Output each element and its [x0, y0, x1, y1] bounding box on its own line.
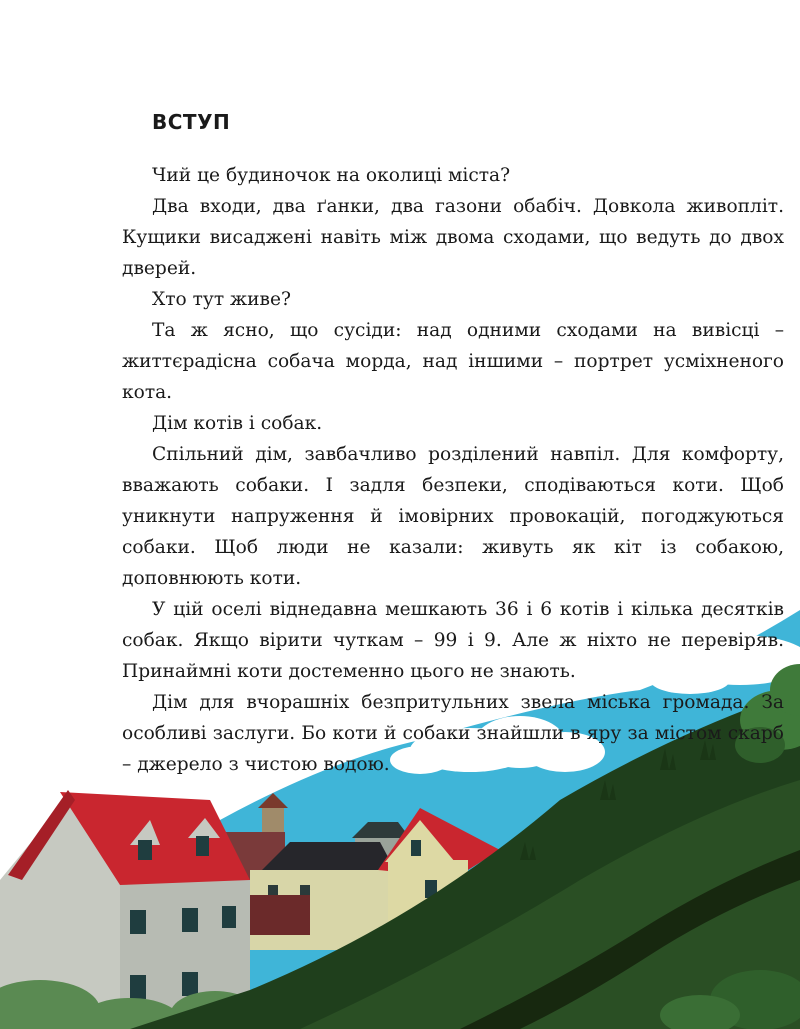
paragraph: Дім для вчорашніх безпритульних звела міська громада. За особливі заслуги. Бо коти й собаки знайшли в яру за містом скарб – джерело з чистою водою.: [122, 692, 784, 775]
paragraph: Спільний дім, завбачливо розділений навпіл. Для комфорту, вважають собаки. І задля безпеки, сподіваються коти. Щоб уникнути напруження й імовірних провокацій, погоджуються собаки. Щоб люди не казали: живуть як кіт із собакою, доповнюють коти.: [122, 444, 784, 589]
paragraph: Дім котів і собак.: [152, 413, 323, 434]
paragraph: Та ж ясно, що сусіди: над одними сходами на вивісці – життєрадісна собача морда, над іншими – портрет усміхненого кота.: [122, 320, 784, 403]
chapter-text: [122, 160, 784, 780]
paragraph: Хто тут живе?: [152, 289, 291, 310]
paragraph: Два входи, два ґанки, два газони обабіч. Довкола живопліт. Кущики висаджені навіть між двома сходами, що ведуть до двох дверей.: [122, 196, 784, 279]
paragraph: Чий це будиночок на околиці міста?: [152, 165, 511, 186]
chapter-heading: ВСТУП: [152, 110, 231, 134]
paragraph: У цій оселі віднедавна мешкають 36 і 6 котів і кілька десятків собак. Якщо вірити чуткам – 99 і 9. Але ж ніхто не перевіряв. Принаймні коти достеменно цього не знають.: [122, 599, 784, 682]
